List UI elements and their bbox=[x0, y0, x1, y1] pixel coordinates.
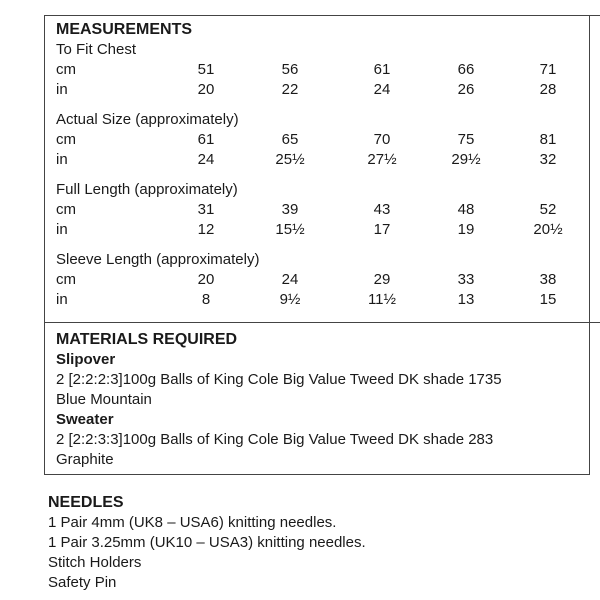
measurement-value: 25½ bbox=[275, 151, 305, 168]
measurement-value: 29 bbox=[373, 271, 391, 288]
measurement-value: 20½ bbox=[533, 221, 563, 238]
measurement-value: 43 bbox=[373, 201, 391, 218]
needles-section bbox=[48, 493, 588, 593]
measurement-value: 19 bbox=[457, 221, 475, 238]
measurement-value: 11½ bbox=[367, 291, 397, 308]
unit-label: cm bbox=[56, 61, 76, 78]
measurement-value: 51 bbox=[197, 61, 215, 78]
measurement-value: 13 bbox=[457, 291, 475, 308]
measurement-value: 39 bbox=[281, 201, 299, 218]
measurement-value: 12 bbox=[197, 221, 215, 238]
box-left-border bbox=[44, 15, 45, 475]
group-title: Sleeve Length (approximately) bbox=[56, 251, 260, 268]
measurement-value: 27½ bbox=[367, 151, 397, 168]
measurements-section bbox=[56, 20, 586, 310]
measurements-title: MEASUREMENTS bbox=[56, 21, 193, 38]
section-divider bbox=[44, 322, 600, 323]
unit-label: in bbox=[56, 81, 68, 98]
measurement-value: 24 bbox=[373, 81, 391, 98]
measurement-value: 66 bbox=[457, 61, 475, 78]
measurement-group-chest bbox=[56, 40, 586, 100]
measurement-value: 17 bbox=[373, 221, 391, 238]
measurement-value: 56 bbox=[281, 61, 299, 78]
needle-line: Safety Pin bbox=[48, 574, 117, 591]
material-line: Blue Mountain bbox=[56, 391, 152, 408]
measurement-row bbox=[56, 270, 586, 290]
measurement-value: 81 bbox=[539, 131, 557, 148]
needle-line: 1 Pair 4mm (UK8 – USA6) knitting needles. bbox=[48, 514, 337, 531]
measurement-value: 20 bbox=[197, 81, 215, 98]
measurement-value: 32 bbox=[539, 151, 557, 168]
box-bottom-border bbox=[44, 474, 590, 475]
measurement-group-actual-size bbox=[56, 110, 586, 170]
measurement-value: 33 bbox=[457, 271, 475, 288]
box-right-border bbox=[589, 15, 590, 475]
material-item-name: Sweater bbox=[56, 411, 114, 428]
measurement-value: 71 bbox=[539, 61, 557, 78]
measurement-value: 28 bbox=[539, 81, 557, 98]
group-title: Actual Size (approximately) bbox=[56, 111, 239, 128]
materials-title: MATERIALS REQUIRED bbox=[56, 331, 238, 348]
measurement-value: 26 bbox=[457, 81, 475, 98]
measurement-value: 15 bbox=[539, 291, 557, 308]
measurement-group-full-length bbox=[56, 180, 586, 240]
measurement-value: 24 bbox=[281, 271, 299, 288]
box-top-border bbox=[44, 15, 600, 16]
measurement-row bbox=[56, 150, 586, 170]
measurement-value: 48 bbox=[457, 201, 475, 218]
measurement-value: 61 bbox=[197, 131, 215, 148]
material-line: Graphite bbox=[56, 451, 114, 468]
measurement-row bbox=[56, 60, 586, 80]
measurement-value: 24 bbox=[197, 151, 215, 168]
measurement-value: 29½ bbox=[451, 151, 481, 168]
measurement-value: 38 bbox=[539, 271, 557, 288]
measurement-group-sleeve-length bbox=[56, 250, 586, 310]
measurement-value: 22 bbox=[281, 81, 299, 98]
measurement-value: 31 bbox=[197, 201, 215, 218]
material-item-name: Slipover bbox=[56, 351, 116, 368]
unit-label: in bbox=[56, 291, 68, 308]
measurement-value: 8 bbox=[201, 291, 211, 308]
unit-label: cm bbox=[56, 201, 76, 218]
unit-label: in bbox=[56, 221, 68, 238]
unit-label: in bbox=[56, 151, 68, 168]
group-title: To Fit Chest bbox=[56, 41, 137, 58]
unit-label: cm bbox=[56, 131, 76, 148]
material-line: 2 [2:2:2:3]100g Balls of King Cole Big Value Tweed DK shade 1735 bbox=[56, 371, 502, 388]
group-title: Full Length (approximately) bbox=[56, 181, 238, 198]
measurement-row bbox=[56, 200, 586, 220]
measurement-value: 75 bbox=[457, 131, 475, 148]
measurement-row bbox=[56, 220, 586, 240]
material-line: 2 [2:2:3:3]100g Balls of King Cole Big Value Tweed DK shade 283 bbox=[56, 431, 494, 448]
measurement-value: 52 bbox=[539, 201, 557, 218]
materials-section bbox=[56, 330, 586, 470]
measurement-row bbox=[56, 80, 586, 100]
measurement-row bbox=[56, 130, 586, 150]
needle-line: Stitch Holders bbox=[48, 554, 142, 571]
measurement-value: 61 bbox=[373, 61, 391, 78]
needles-title: NEEDLES bbox=[48, 494, 124, 511]
measurement-value: 20 bbox=[197, 271, 215, 288]
needle-line: 1 Pair 3.25mm (UK10 – USA3) knitting needles. bbox=[48, 534, 366, 551]
unit-label: cm bbox=[56, 271, 76, 288]
measurement-value: 65 bbox=[281, 131, 299, 148]
measurement-value: 15½ bbox=[275, 221, 305, 238]
measurement-value: 70 bbox=[373, 131, 391, 148]
measurement-value: 9½ bbox=[279, 291, 301, 308]
measurement-row bbox=[56, 290, 586, 310]
